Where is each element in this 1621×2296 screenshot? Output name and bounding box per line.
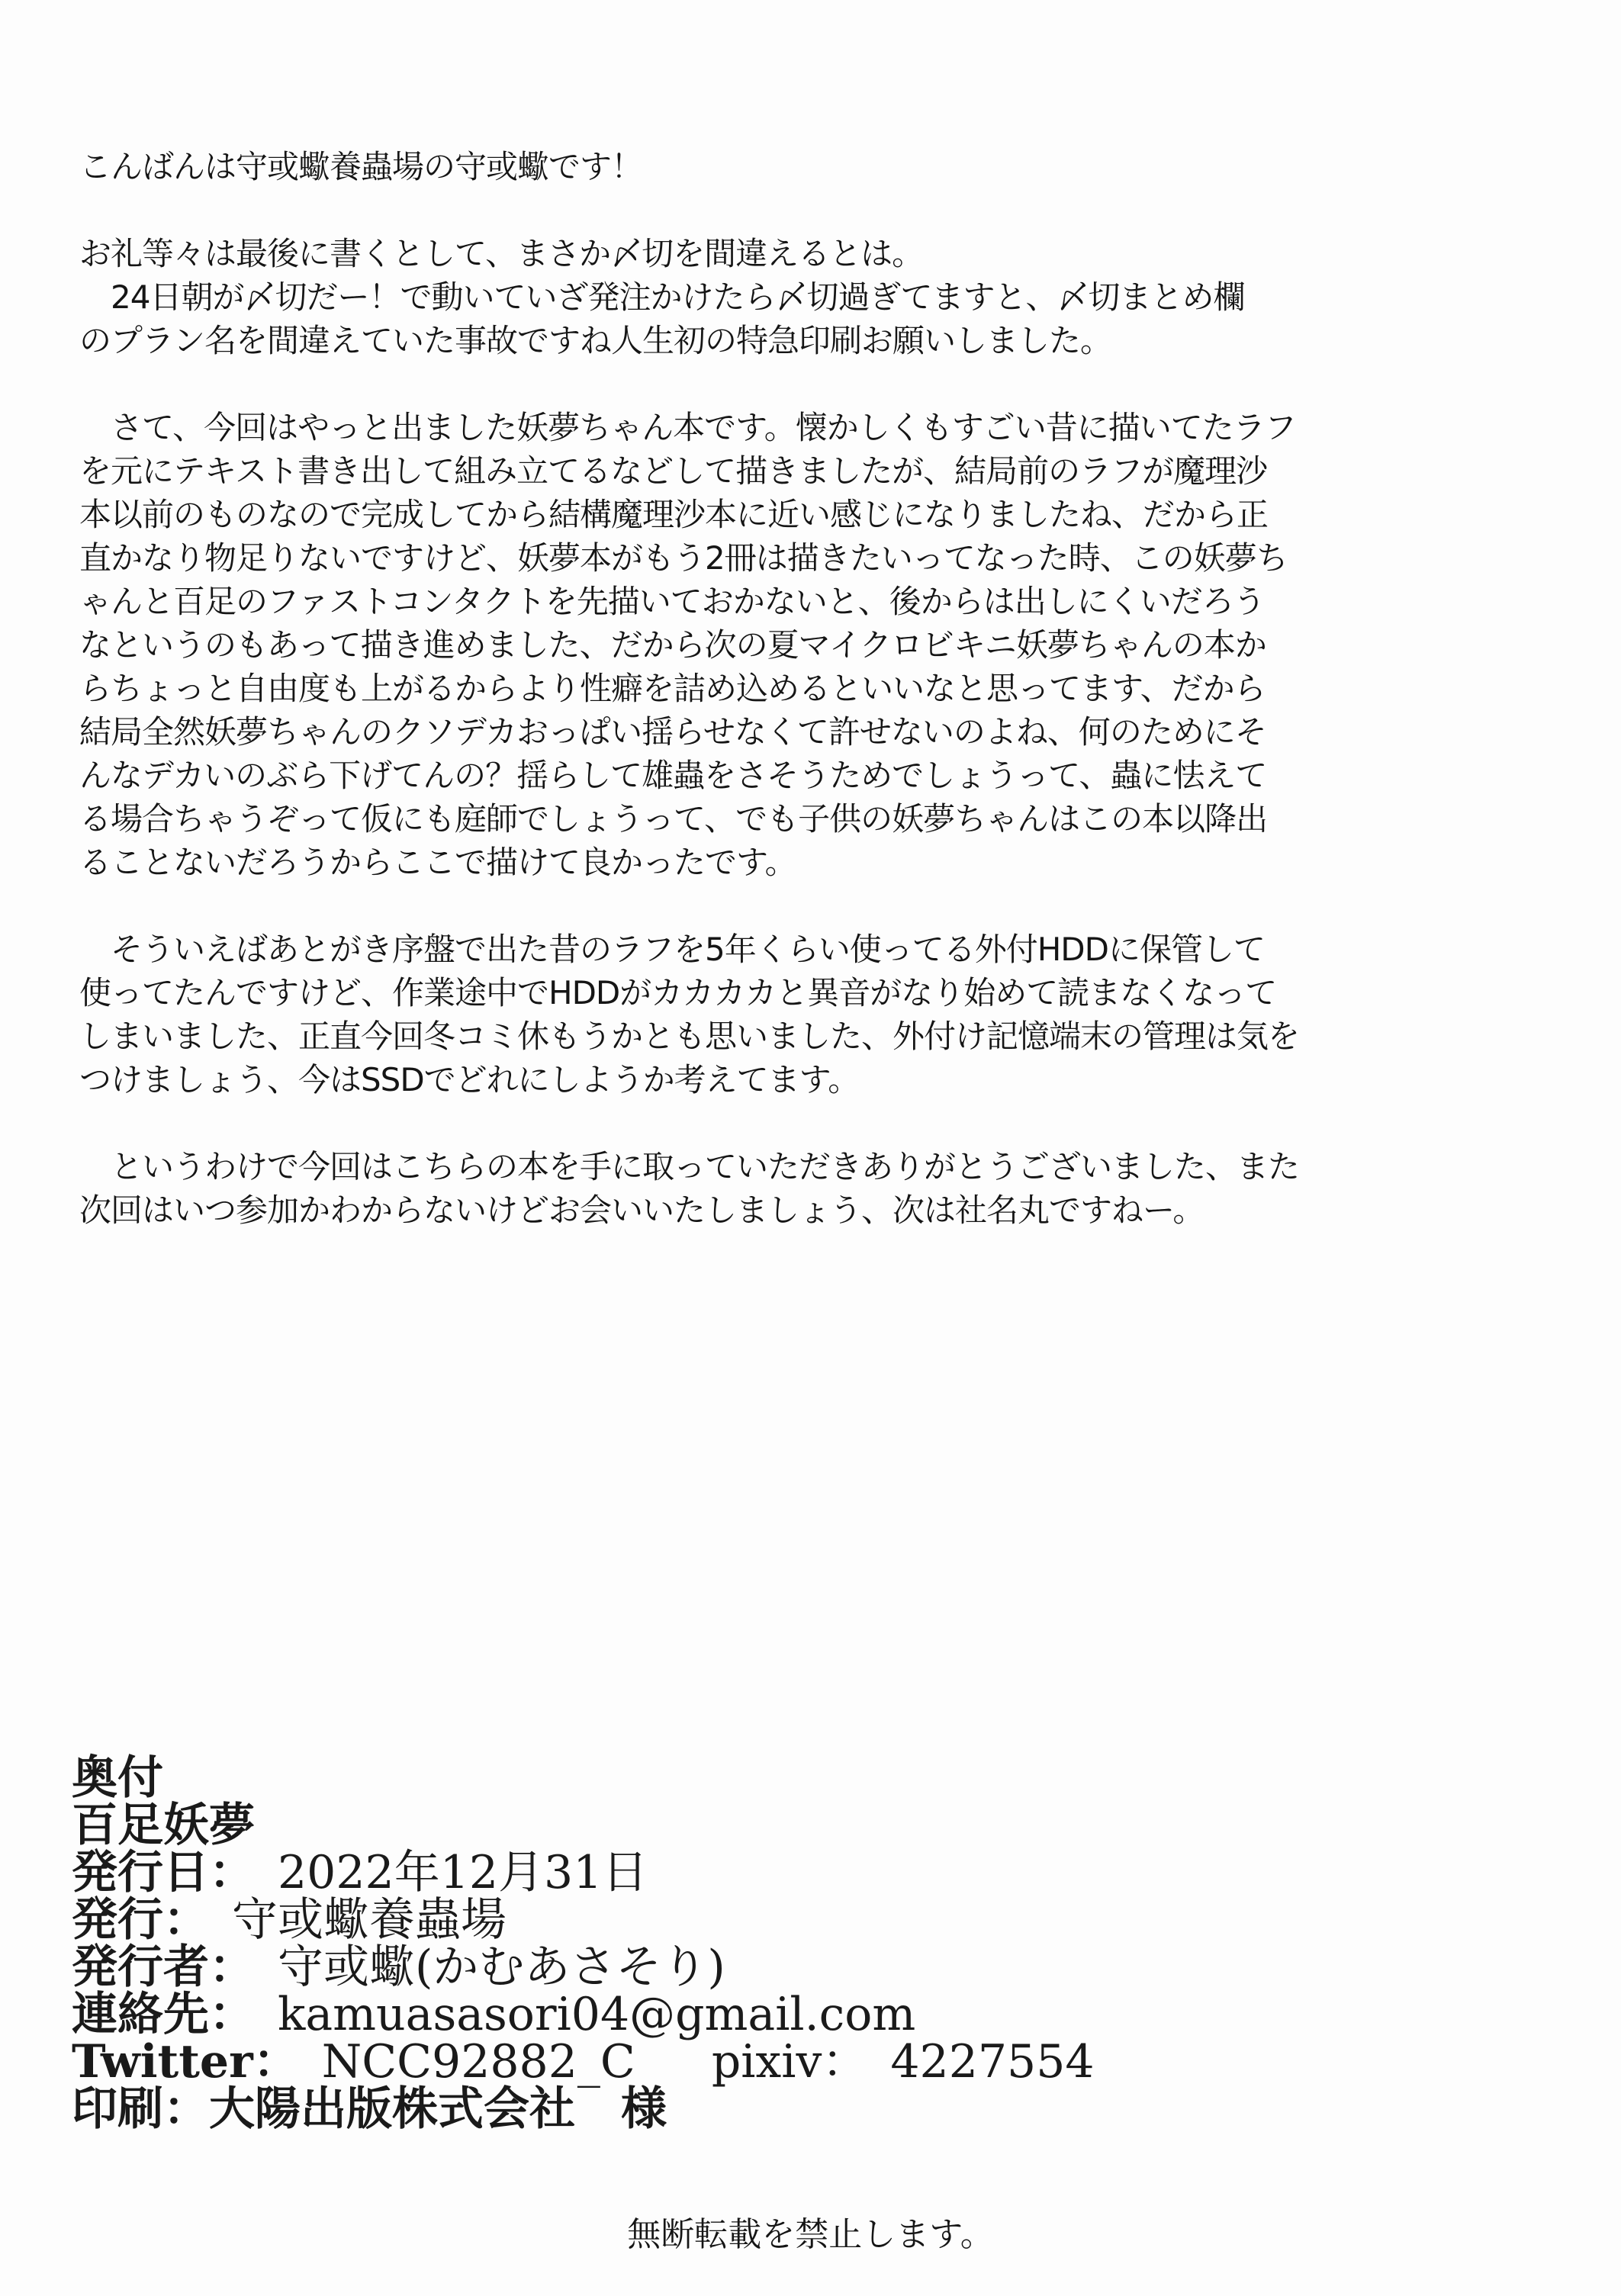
author-value: 守或蠍(かむあさそり) (278, 1941, 725, 1994)
text-line: 次回はいつ参加かわからないけどお会いいたしましょう、次は社名丸ですねー。 (79, 1191, 1204, 1229)
colophon-date-row (72, 1846, 1369, 1899)
text-line: さて、今回はやっと出ました妖夢ちゃん本です。懐かしくもすごい昔に描いてたラフ (79, 409, 1296, 446)
paragraph-thanks (79, 1145, 1559, 1232)
text-line: しまいました、正直今回冬コミ休もうかとも思いました、外付け記憶端末の管理は気を (79, 1018, 1300, 1055)
colophon-printer-row (72, 2082, 1369, 2136)
text-line: お礼等々は最後に書くとして、まさか〆切を間違えるとは。 (79, 235, 924, 272)
text-line: ゃんと百足のファストコンタクトを先描いておかないと、後からは出しにくいだろう (79, 583, 1265, 620)
text-line: 結局全然妖夢ちゃんのクソデカおっぱい揺らせなくて許せないのよね、何のためにそ (79, 713, 1266, 751)
pixiv-id: 4227554 (890, 2035, 1095, 2089)
paragraph-hdd (79, 928, 1559, 1101)
text-line: つけましょう、今はSSDでどれにしようか考えてます。 (79, 1061, 860, 1098)
paragraph-deadline (79, 232, 1559, 362)
text-line: 直かなり物足りないですけど、妖夢本がもう2冊は描きたいってなった時、この妖夢ち (79, 539, 1288, 577)
date-label: 発行日： (72, 1846, 255, 1899)
colophon-heading-row (72, 1751, 1369, 1805)
text-line: そういえばあとがき序盤で出た昔のラフを5年くらい使ってる外付HDDに保管して (79, 931, 1265, 968)
text-line: 24日朝が〆切だー！で動いていざ発注かけたら〆切過ぎてますと、〆切まとめ欄 (79, 278, 1245, 316)
date-value: 2022年12月31日 (278, 1846, 648, 1899)
text-line: 本以前のものなので完成してから結構魔理沙本に近い感じになりましたね、だから正 (79, 496, 1269, 533)
colophon-contact-row (72, 1988, 1369, 2041)
text-line: んなデカいのぶら下げてんの？揺らして雄蟲をさそうためでしょうって、蟲に怯えて (79, 757, 1267, 794)
book-title: 百足妖夢 (72, 1799, 255, 1852)
pixiv-label: pixiv： (711, 2035, 868, 2089)
text-line: のプラン名を間違えていた事故ですね人生初の特急印刷お願いしました。 (79, 322, 1112, 359)
contact-label: 連絡先： (72, 1988, 255, 2041)
colophon-heading: 奥付 (72, 1751, 163, 1805)
text-line: る場合ちゃうぞって仮にも庭師でしょうって、でも子供の妖夢ちゃんはこの本以降出 (79, 800, 1268, 838)
colophon-publisher-row (72, 1893, 1369, 1947)
twitter-handle: NCC92882_C (321, 2035, 635, 2089)
colophon (72, 1751, 1369, 2136)
afterword-text (79, 145, 1559, 1232)
author-label: 発行者： (72, 1941, 255, 1994)
text-line: ることないだろうからここで描けて良かったです。 (79, 844, 796, 881)
text-line: 使ってたんですけど、作業途中でHDDがカカカカと異音がなり始めて読まなくなって (79, 974, 1277, 1011)
publisher-label: 発行： (72, 1893, 209, 1947)
twitter-label: Twitter： (72, 2035, 299, 2089)
text-line: なというのもあって描き進めました、だから次の夏マイクロビキニ妖夢ちゃんの本か (79, 626, 1266, 664)
text-line: というわけで今回はこちらの本を手に取っていただきありがとうございました、また (79, 1148, 1300, 1185)
publisher-value: 守或蠍養蟲場 (232, 1893, 507, 1947)
no-reprint-notice: 無断転載を禁止します。 (627, 2215, 994, 2254)
colophon-sns-row (72, 2035, 1369, 2089)
contact-email: kamuasasori04@gmail.com (278, 1988, 916, 2041)
colophon-author-row (72, 1941, 1369, 1994)
greeting-line: こんばんは守或蠍養蟲場の守或蠍です！ (79, 148, 643, 185)
printer-value: 大陽出版株式会社 様 (209, 2082, 667, 2136)
colophon-title-row (72, 1799, 1369, 1852)
text-line: らちょっと自由度も上がるからより性癖を詰め込めるといいなと思ってます、だから (79, 670, 1266, 707)
printer-label: 印刷： (72, 2082, 209, 2136)
paragraph-youmu-book (79, 406, 1559, 884)
text-line: を元にテキスト書き出して組み立てるなどして描きましたが、結局前のラフが魔理沙 (79, 452, 1268, 490)
